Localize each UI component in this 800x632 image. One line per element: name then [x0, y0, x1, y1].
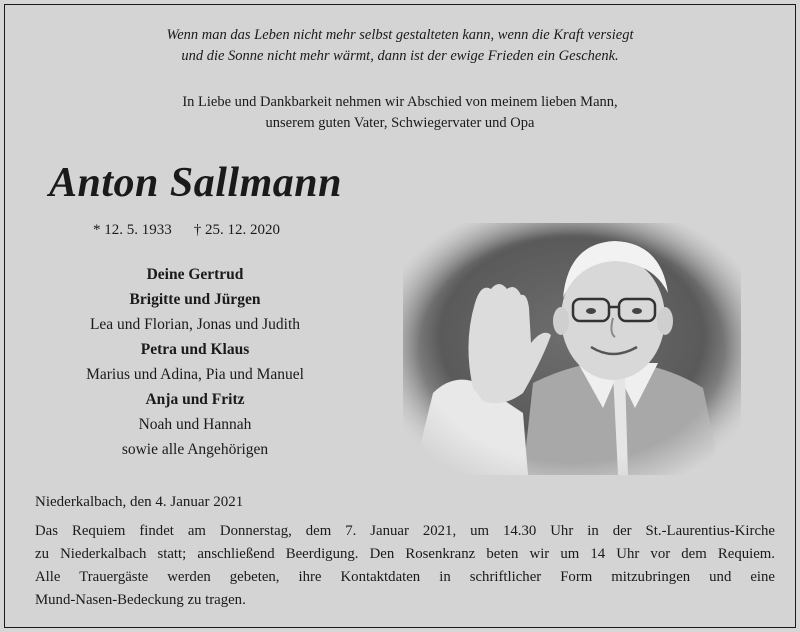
death-date: † 25. 12. 2020 — [193, 222, 280, 238]
funeral-notice — [35, 520, 775, 612]
life-dates — [93, 222, 280, 239]
family-line: Anja und Fritz — [145, 391, 245, 408]
family-line: Lea und Florian, Jonas und Judith — [89, 316, 301, 333]
family-line: Marius und Adina, Pia und Manuel — [86, 366, 304, 383]
family-line: sowie alle Angehörigen — [121, 441, 269, 458]
notice-line: Alle Trauergäste werden gebeten, ihre Kontaktdaten in schriftlicher Form mitzubringen und eine — [35, 569, 775, 585]
notice-line: Das Requiem findet am Donnerstag, dem 7. Januar 2021, um 14.30 Uhr in der St.-Laurentius-Kirche — [35, 523, 775, 539]
portrait-image — [403, 223, 741, 475]
birth-date: * 12. 5. 1933 — [93, 222, 172, 238]
motto-line: und die Sonne nicht mehr wärmt, dann ist der ewige Frieden ein Geschenk. — [181, 48, 619, 64]
notice-line: Mund-Nasen-Bedeckung zu tragen. — [35, 592, 246, 608]
intro-line: In Liebe und Dankbarkeit nehmen wir Abschied von meinem lieben Mann, — [182, 94, 618, 110]
place-and-date: Niederkalbach, den 4. Januar 2021 — [35, 494, 244, 510]
family-line: Deine Gertrud — [146, 266, 244, 283]
obituary-notice — [4, 4, 796, 628]
intro-line: unserem guten Vater, Schwiegervater und Opa — [265, 115, 535, 131]
notice-line: zu Niederkalbach statt; anschließend Beerdigung. Den Rosenkranz beten wir um 14 Uhr vor dem Requiem. — [35, 546, 775, 562]
family-line: Noah und Hannah — [138, 416, 252, 433]
family-line: Petra und Klaus — [140, 341, 250, 358]
motto-line: Wenn man das Leben nicht mehr selbst gestalteten kann, wenn die Kraft versiegt — [166, 27, 634, 43]
intro-text — [5, 92, 795, 134]
portrait-photo — [403, 223, 741, 475]
motto-text — [5, 25, 795, 67]
family-line: Brigitte und Jürgen — [129, 291, 261, 308]
family-list — [45, 262, 345, 462]
deceased-name: Anton Sallmann — [49, 160, 342, 206]
